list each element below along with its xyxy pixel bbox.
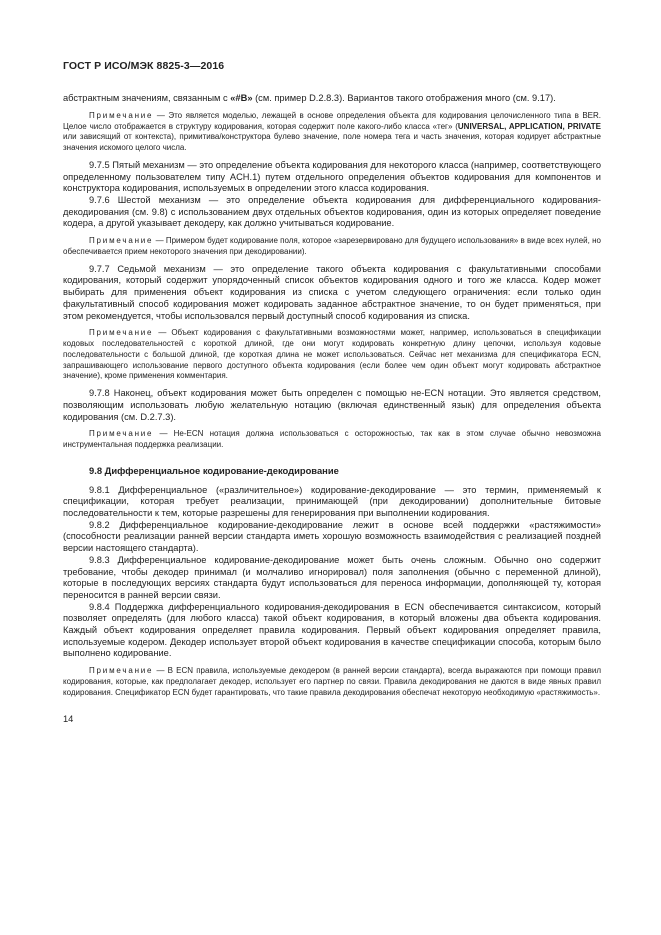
intro-text-start: абстрактным значениям, связанным с xyxy=(63,93,231,103)
paragraph-9-8-3: 9.8.3 Дифференциальное кодирование-декодирование может быть очень сложным. Обычно оно содержит требование, чтобы декодер принимал (и молчаливо игнорировал) поля заполнения (обычно с переменной длиной), которые в последующих версиях стандарта будут использоваться для переноса информации, дополняющей ту, которая переносится в ранней версии связи. xyxy=(63,554,601,600)
intro-text-end: (см. пример D.2.8.3). Вариантов такого отображения много (см. 9.17). xyxy=(252,93,556,103)
note-3-text: — Объект кодирования с факультативными возможностями может, например, использоваться в спецификации кодовых последовательностей с короткой длиной, где они могут кодировать конкретную длину цепочки, используя кодовые последовательности с большой длиной, где короткая длина не может использоваться. Сейчас нет механизма для спецификатора ECN, запрашивающего использование первого доступного объекта кодирования (если более чем один объект могут кодировать абстрактное значение), кроме применения комментария. xyxy=(63,328,601,381)
note-1-text-end: или зависящий от контекста), примитива/конструктора булево значение, поле номера тега и часть значения, которая кодирует абстрактные значения искомого целого числа. xyxy=(63,132,601,153)
paragraph-9-7-7: 9.7.7 Седьмой механизм — это определение такого объекта кодирования с факультативными способами кодирования, который содержит упорядоченный список объектов кодирования одного и того же класса. Кодер может выбирать для применения объект кодирования из списка с учетом следующего ограничения: если только один факультативный способ кодирования может кодировать заданное абстрактное значение, то он будет применяться, при этом рекомендуется, чтобы использовался первый доступный способ кодирования из списка. xyxy=(63,263,601,321)
note-label: Примечание xyxy=(89,666,154,676)
paragraph-9-7-5: 9.7.5 Пятый механизм — это определение объекта кодирования для некоторого класса (например, соответствующего определенному пользователем типу ACH.1) путем отдельного определения объектов кодирования для компонентов и конструктора кодирования, используемых в определении этого класса кодирования. xyxy=(63,159,601,194)
note-5-text: — В ECN правила, используемые декодером (в ранней версии стандарта), всегда выражаются при помощи правил кодирования, которые, как предполагает декодер, использует его партнер по связи. Правила декодирования не даются в виде явных правил кодирования. Спецификатор ECN будет гарантировать, что такие правила декодирования обеспечат некоторую необходимую «растяжимость». xyxy=(63,666,601,697)
note-3 xyxy=(63,328,601,382)
page-number: 14 xyxy=(63,713,74,724)
document-header: ГОСТ Р ИСО/МЭК 8825-3—2016 xyxy=(63,60,225,72)
section-heading-9-8: 9.8 Дифференциальное кодирование-декодирование xyxy=(89,464,339,476)
paragraph-intro xyxy=(63,93,601,105)
paragraph-9-8-2: 9.8.2 Дифференциальное кодирование-декодирование лежит в основе всей поддержки «растяжимости» (способности реализации ранней версии стандарта иметь хорошую возможность взаимодействия с реализацией поздней версии настоящего стандарта). xyxy=(63,519,601,554)
note-4 xyxy=(63,429,601,451)
note-2 xyxy=(63,236,601,258)
note-label: Примечание xyxy=(89,236,154,246)
note-1-text-start: — Это является моделью, лежащей в основе определения объекта для кодирования целочисленного типа в BER. Целое число отображается в структуру кодирования, которая содержит поле какого-либо класса «тег» ( xyxy=(63,110,601,131)
note-label: Примечание xyxy=(89,429,154,439)
note-2-text: — Примером будет кодирование поля, которое «зарезервировано для будущего использования» в виде всех нулей, но обеспечивается прием некоторого значения при декодировании). xyxy=(63,236,601,256)
paragraph-9-7-6: 9.7.6 Шестой механизм — это определение объекта кодирования для дифференциального кодирования-декодирования (см. 9.8) с использованием двух отдельных объектов кодирования, один из которых определяет поведение кодера, а другой указывает декодеру, как должно учитываться кодирование. xyxy=(63,195,601,229)
note-label: Примечание xyxy=(89,328,154,338)
intro-bold-term: «#B» xyxy=(230,93,253,103)
paragraph-9-7-8: 9.7.8 Наконец, объект кодирования может быть определен с помощью не-ECN нотации. Это является средством, позволяющим использовать любую желательную нотацию (включая единственный язык) для определения объекта кодирования (см. D.2.7.3). xyxy=(63,388,601,422)
note-label: Примечание xyxy=(89,110,154,120)
note-5 xyxy=(63,666,601,698)
document-page xyxy=(63,60,601,724)
paragraph-9-8-4: 9.8.4 Поддержка дифференциального кодирования-декодирования в ECN обеспечивается синтаксисом, который позволяет определять (для любого класса) такой объект кодирования, в который вложены два объекта кодирования. Каждый объект кодирования определяет правила кодирования. Первый объект кодирования определяет правила, используемые кодером. Декодер использует второй объект кодирования в качестве спецификации способа, которым было выполнено кодирование. xyxy=(63,601,601,659)
note-1-bold-classes: UNIVERSAL, APPLICATION, PRIVATE xyxy=(457,121,601,131)
note-4-text: — Не-ECN нотация должна использоваться с осторожностью, так как в этом случае обычно невозможна инструментальная поддержка реализации. xyxy=(63,429,601,450)
note-1 xyxy=(63,111,601,154)
paragraph-9-8-1: 9.8.1 Дифференциальное («различительное») кодирование-декодирование — это термин, применяемый к спецификации, которая требует реализации, принимающей (при декодировании) дополнительные битовые последовательности к тем, которые разрешены для генерирования при выполнении кодирования. xyxy=(63,484,601,519)
